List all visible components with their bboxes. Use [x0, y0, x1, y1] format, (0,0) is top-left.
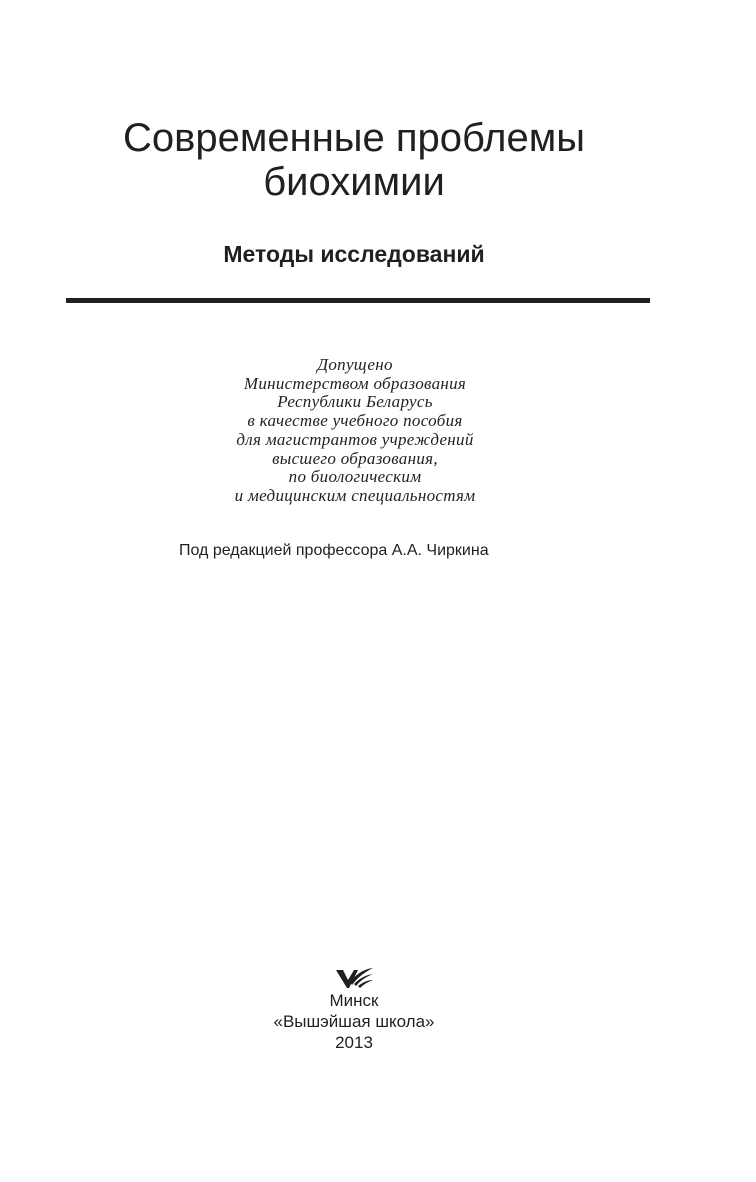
approval-line: Министерством образования	[243, 373, 467, 393]
book-title-line-1: Современные проблемы	[122, 116, 585, 160]
publication-year: 2013	[335, 1033, 373, 1052]
book-subtitle: Методы исследований	[223, 241, 485, 267]
approval-line: Допущено	[317, 355, 393, 374]
approval-statement	[150, 356, 560, 506]
publisher-imprint	[204, 990, 504, 1053]
editor-credit: Под редакцией профессора А.А. Чиркина	[179, 542, 489, 559]
approval-line: для магистрантов учреждений	[236, 429, 474, 449]
approval-line: высшего образования,	[272, 448, 438, 468]
publisher-name: «Вышэйшая школа»	[273, 1012, 435, 1031]
approval-line: по биологическим	[288, 467, 422, 487]
publisher-logo-icon	[334, 966, 374, 990]
publisher-city: Минск	[329, 991, 379, 1010]
approval-line: Республики Беларусь	[277, 392, 433, 412]
approval-line: в качестве учебного пособия	[247, 411, 463, 431]
approval-line: и медицинским специальностям	[234, 485, 476, 505]
title-divider	[66, 298, 650, 303]
book-title-line-2: биохимии	[263, 160, 445, 204]
